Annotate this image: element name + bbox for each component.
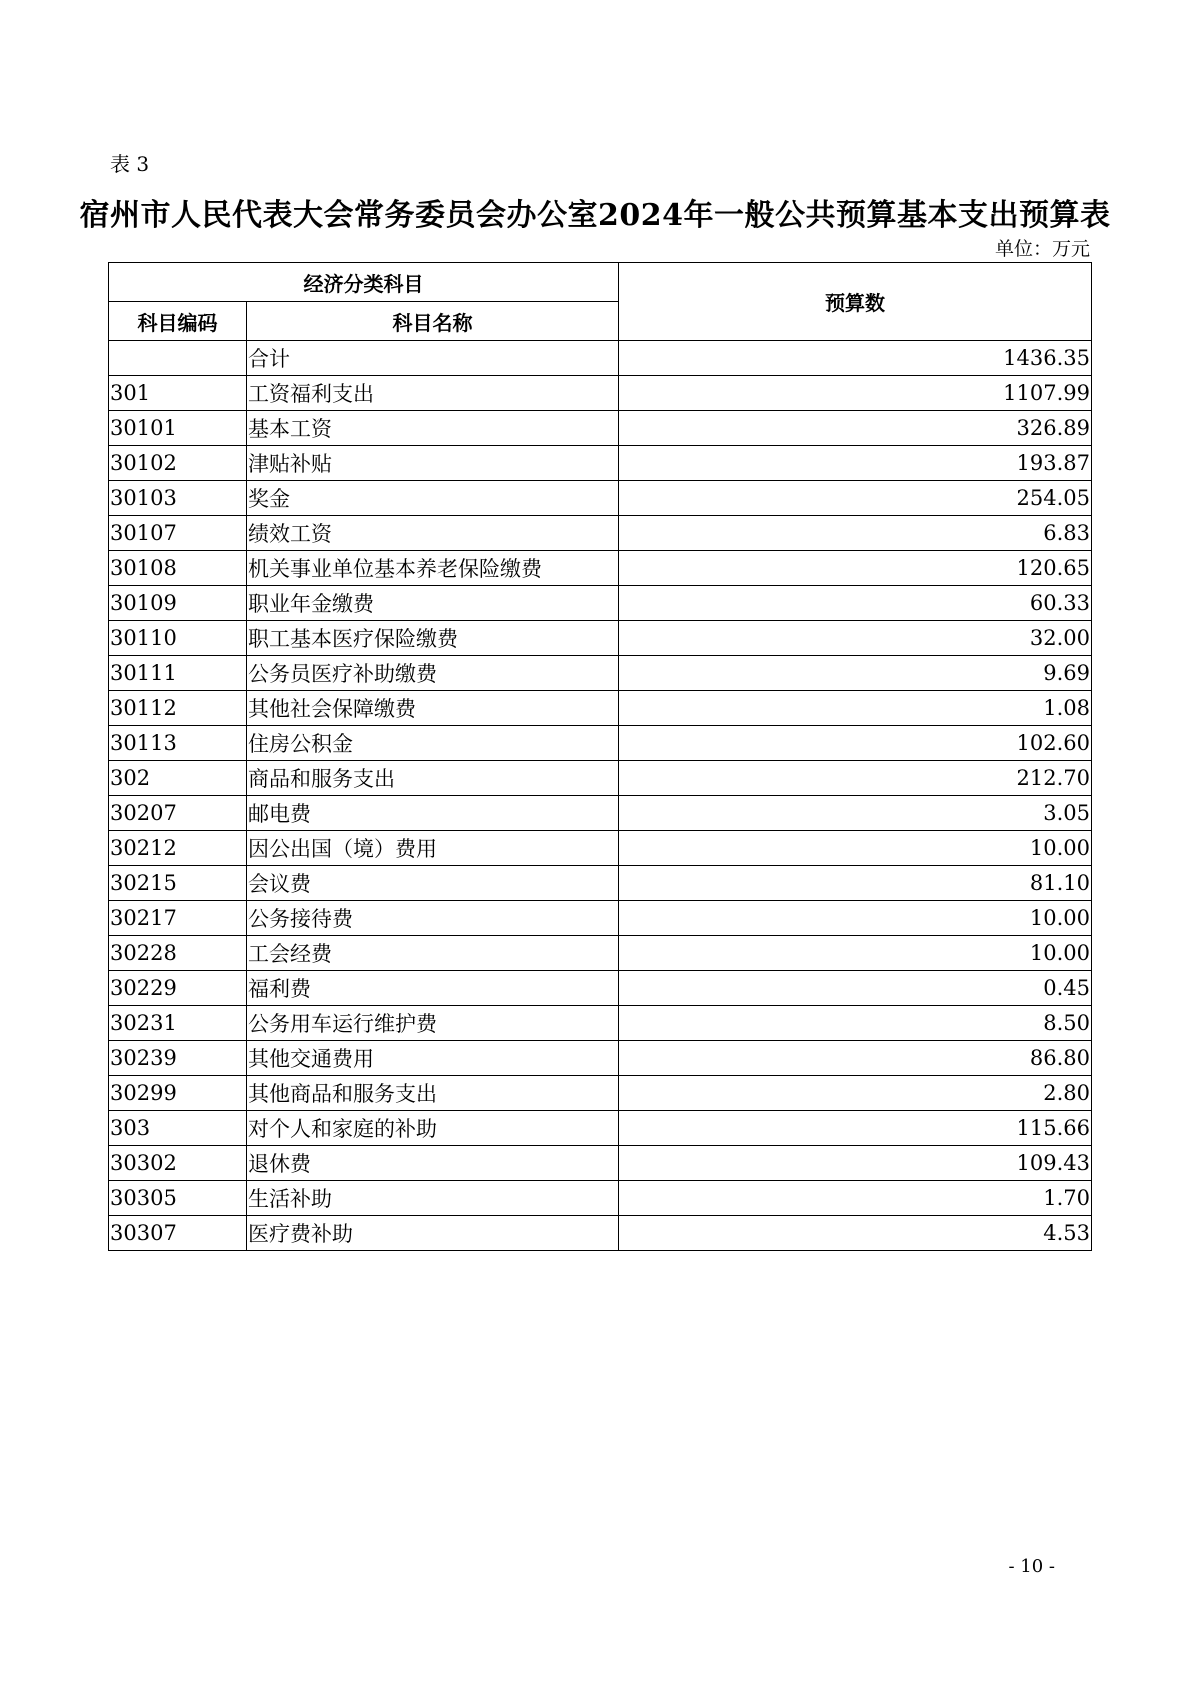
subject-name-cell: 福利费: [247, 971, 619, 1006]
subject-name-cell: 工资福利支出: [247, 376, 619, 411]
subject-name-cell: 基本工资: [247, 411, 619, 446]
subject-name-cell: 其他商品和服务支出: [247, 1076, 619, 1111]
budget-amount-cell: 193.87: [619, 446, 1092, 481]
table-row: [109, 1216, 1092, 1251]
budget-amount-cell: 1107.99: [619, 376, 1092, 411]
subject-name-cell: 奖金: [247, 481, 619, 516]
budget-amount-cell: 3.05: [619, 796, 1092, 831]
subject-code-cell: 30307: [109, 1216, 247, 1251]
subject-name-cell: 医疗费补助: [247, 1216, 619, 1251]
table-row: [109, 726, 1092, 761]
subject-name-cell: 绩效工资: [247, 516, 619, 551]
budget-amount-cell: 0.45: [619, 971, 1092, 1006]
table-row: [109, 1006, 1092, 1041]
table-row: [109, 1111, 1092, 1146]
subject-code-cell: 302: [109, 761, 247, 796]
subject-code-cell: 30108: [109, 551, 247, 586]
subject-code-cell: 303: [109, 1111, 247, 1146]
subject-name-cell: 其他社会保障缴费: [247, 691, 619, 726]
unit-note: 单位：万元: [994, 238, 1090, 260]
budget-amount-cell: 10.00: [619, 831, 1092, 866]
budget-amount-cell: 81.10: [619, 866, 1092, 901]
subject-code-cell: 30217: [109, 901, 247, 936]
table-row: [109, 691, 1092, 726]
subject-name-cell: 机关事业单位基本养老保险缴费: [247, 551, 619, 586]
budget-amount-cell: 10.00: [619, 936, 1092, 971]
subject-code-cell: 301: [109, 376, 247, 411]
subject-name-cell: 公务员医疗补助缴费: [247, 656, 619, 691]
subject-code-cell: 30231: [109, 1006, 247, 1041]
table-row: [109, 656, 1092, 691]
budget-amount-cell: 9.69: [619, 656, 1092, 691]
budget-amount-cell: 1436.35: [619, 341, 1092, 376]
budget-amount-cell: 1.70: [619, 1181, 1092, 1216]
subject-code-cell: 30103: [109, 481, 247, 516]
subject-code-cell: 30299: [109, 1076, 247, 1111]
subject-code-cell: 30101: [109, 411, 247, 446]
budget-amount-cell: 102.60: [619, 726, 1092, 761]
budget-amount-cell: 212.70: [619, 761, 1092, 796]
table-label: 表 3: [110, 152, 150, 176]
budget-amount-cell: 32.00: [619, 621, 1092, 656]
table-row: [109, 866, 1092, 901]
budget-amount-cell: 326.89: [619, 411, 1092, 446]
subject-code-cell: [109, 341, 247, 376]
subject-name-cell: 职工基本医疗保险缴费: [247, 621, 619, 656]
budget-amount-cell: 60.33: [619, 586, 1092, 621]
table-row: [109, 901, 1092, 936]
subject-code-cell: 30111: [109, 656, 247, 691]
subject-name-cell: 住房公积金: [247, 726, 619, 761]
table-row: [109, 481, 1092, 516]
table-row: [109, 1181, 1092, 1216]
subject-code-cell: 30302: [109, 1146, 247, 1181]
budget-amount-cell: 2.80: [619, 1076, 1092, 1111]
table-row: [109, 831, 1092, 866]
budget-amount-cell: 109.43: [619, 1146, 1092, 1181]
budget-amount-cell: 115.66: [619, 1111, 1092, 1146]
page-number: - 10 -: [1008, 1556, 1055, 1577]
subject-code-cell: 30228: [109, 936, 247, 971]
header-budget-amount: 预算数: [619, 263, 1092, 341]
budget-amount-cell: 6.83: [619, 516, 1092, 551]
subject-name-cell: 其他交通费用: [247, 1041, 619, 1076]
subject-name-cell: 公务用车运行维护费: [247, 1006, 619, 1041]
subject-name-cell: 工会经费: [247, 936, 619, 971]
subject-name-cell: 生活补助: [247, 1181, 619, 1216]
table-row: [109, 376, 1092, 411]
subject-code-cell: 30107: [109, 516, 247, 551]
subject-name-cell: 退休费: [247, 1146, 619, 1181]
subject-name-cell: 邮电费: [247, 796, 619, 831]
table-row: [109, 1041, 1092, 1076]
budget-table: [108, 262, 1092, 1251]
subject-code-cell: 30109: [109, 586, 247, 621]
subject-code-cell: 30215: [109, 866, 247, 901]
subject-name-cell: 商品和服务支出: [247, 761, 619, 796]
budget-amount-cell: 10.00: [619, 901, 1092, 936]
subject-name-cell: 公务接待费: [247, 901, 619, 936]
table-row: [109, 411, 1092, 446]
budget-amount-cell: 1.08: [619, 691, 1092, 726]
subject-name-cell: 因公出国（境）费用: [247, 831, 619, 866]
subject-name-cell: 职业年金缴费: [247, 586, 619, 621]
subject-code-cell: 30207: [109, 796, 247, 831]
table-row: [109, 1076, 1092, 1111]
table-row: [109, 1146, 1092, 1181]
document-title: 宿州市人民代表大会常务委员会办公室2024年一般公共预算基本支出预算表: [79, 198, 1111, 233]
subject-name-cell: 对个人和家庭的补助: [247, 1111, 619, 1146]
subject-name-cell: 合计: [247, 341, 619, 376]
table-row: [109, 446, 1092, 481]
subject-code-cell: 30102: [109, 446, 247, 481]
table-row: [109, 936, 1092, 971]
budget-amount-cell: 8.50: [619, 1006, 1092, 1041]
header-row-group: [109, 263, 1092, 302]
table-row: [109, 341, 1092, 376]
subject-code-cell: 30113: [109, 726, 247, 761]
table-row: [109, 551, 1092, 586]
subject-code-cell: 30212: [109, 831, 247, 866]
subject-code-cell: 30229: [109, 971, 247, 1006]
budget-amount-cell: 4.53: [619, 1216, 1092, 1251]
budget-amount-cell: 254.05: [619, 481, 1092, 516]
budget-amount-cell: 120.65: [619, 551, 1092, 586]
table-body: [109, 341, 1092, 1251]
subject-code-cell: 30112: [109, 691, 247, 726]
header-economic-classification: 经济分类科目: [109, 263, 619, 302]
table-row: [109, 586, 1092, 621]
subject-code-cell: 30305: [109, 1181, 247, 1216]
subject-code-cell: 30110: [109, 621, 247, 656]
table-row: [109, 796, 1092, 831]
budget-amount-cell: 86.80: [619, 1041, 1092, 1076]
table-row: [109, 516, 1092, 551]
header-subject-name: 科目名称: [247, 302, 619, 341]
header-subject-code: 科目编码: [109, 302, 247, 341]
subject-name-cell: 津贴补贴: [247, 446, 619, 481]
subject-code-cell: 30239: [109, 1041, 247, 1076]
table-row: [109, 761, 1092, 796]
table-row: [109, 621, 1092, 656]
subject-name-cell: 会议费: [247, 866, 619, 901]
table-row: [109, 971, 1092, 1006]
